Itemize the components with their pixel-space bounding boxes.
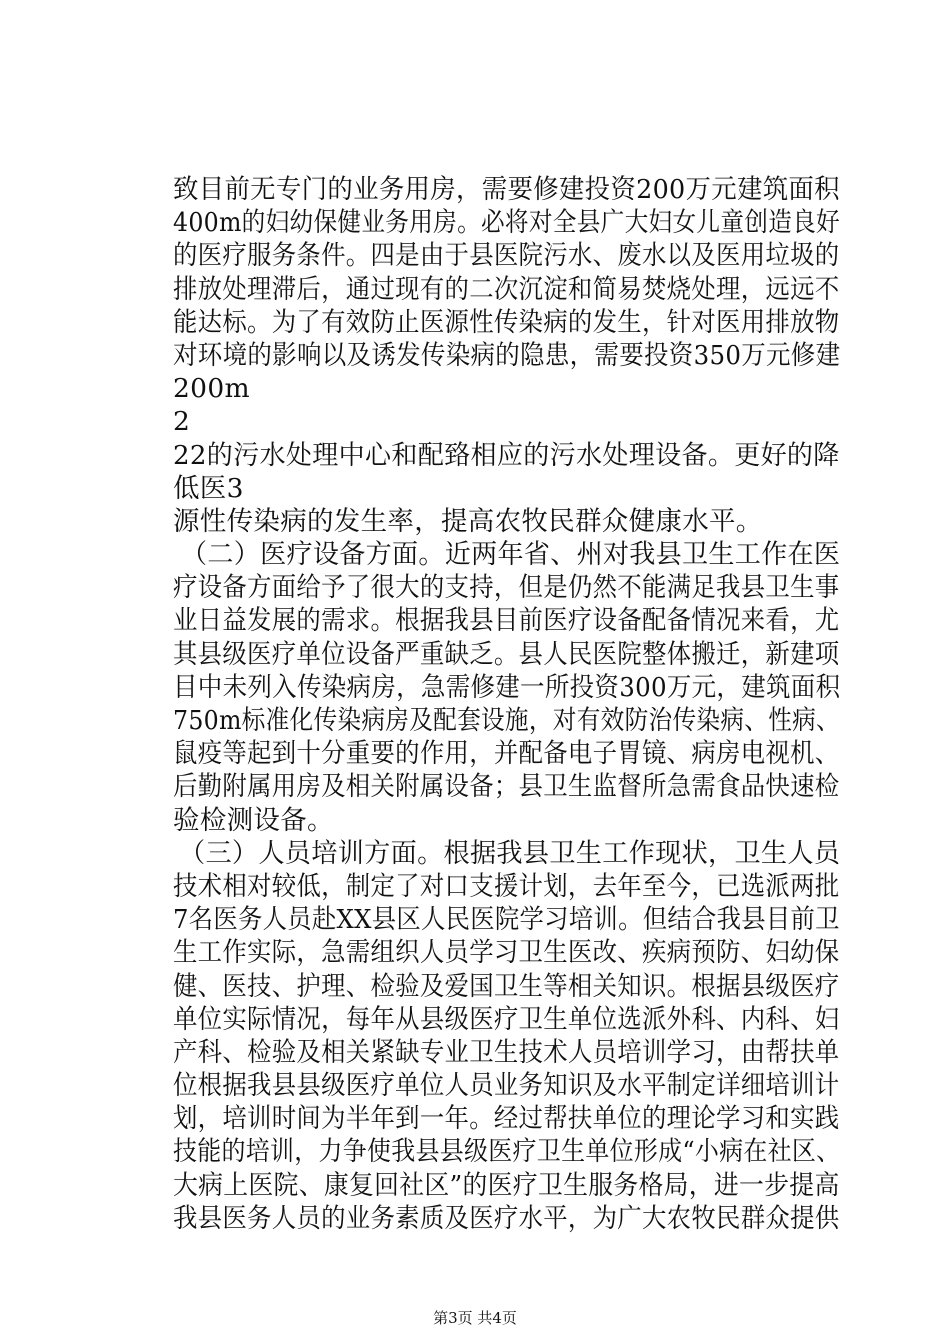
text-line: 大病上医院、康复回社区”的医疗卫生服务格局，进一步提高 (173, 1170, 840, 1201)
text-line: 能达标。为了有效防止医源性传染病的发生，针对医用排放物 (173, 307, 840, 338)
text-line: 鼠疫等起到十分重要的作用，并配备电子胃镜、病房电视机、 (173, 738, 840, 769)
text-line: 产科、检验及相关紧缺专业卫生技术人员培训学习，由帮扶单 (173, 1037, 840, 1068)
text-line: 400m的妇幼保健业务用房。必将对全县广大妇女儿童创造良好 (173, 207, 841, 238)
text-line: 其县级医疗单位设备严重缺乏。县人民医院整体搬迁，新建项 (173, 639, 840, 670)
text-line: 对环境的影响以及诱发传染病的隐患，需要投资350万元修建 (173, 340, 841, 371)
text-line: 22的污水处理中心和配臵相应的污水处理设备。更好的降 (173, 440, 840, 471)
text-line: 业日益发展的需求。根据我县目前医疗设备配备情况来看，尤 (173, 605, 840, 636)
page-number-footer: 第3页 共4页 (433, 1309, 517, 1327)
text-line: 的医疗服务条件。四是由于县医院污水、废水以及医用垃圾的 (173, 240, 840, 271)
text-line: 位根据我县县级医疗单位人员业务知识及水平制定详细培训计 (173, 1070, 840, 1101)
text-line: 2 (173, 406, 191, 437)
text-line: 7名医务人员赴XX县区人民医院学习培训。但结合我县目前卫 (173, 904, 840, 935)
text-line: 生工作实际，急需组织人员学习卫生医改、疾病预防、妇幼保 (173, 937, 840, 968)
text-line: 致目前无专门的业务用房，需要修建投资200万元建筑面积 (173, 174, 840, 205)
paragraph-heading-staff-training: （三）人员培训方面。根据我县卫生工作现状，卫生人员 (179, 838, 841, 869)
text-line: 验检测设备。 (173, 805, 334, 836)
text-line: 750m标准化传染病房及配套设施，对有效防治传染病、性病、 (173, 705, 841, 736)
text-line: 疗设备方面给予了很大的支持，但是仍然不能满足我县卫生事 (173, 572, 840, 603)
text-line: 源性传染病的发生率，提高农牧民群众健康水平。 (173, 506, 763, 537)
text-line: 我县医务人员的业务素质及医疗水平，为广大农牧民群众提供 (173, 1203, 840, 1234)
text-line: 排放处理滞后，通过现有的二次沉淀和简易焚烧处理，远远不 (173, 274, 840, 305)
text-line: 单位实际情况，每年从县级医疗卫生单位选派外科、内科、妇 (173, 1004, 840, 1035)
text-line: 技术相对较低，制定了对口支援计划，去年至今，已选派两批 (173, 871, 840, 902)
text-line: 技能的培训，力争使我县县级医疗卫生单位形成“小病在社区、 (173, 1136, 841, 1167)
paragraph-heading-medical-equipment: （二）医疗设备方面。近两年省、州对我县卫生工作在医 (181, 539, 841, 570)
text-line: 200m (173, 373, 250, 404)
text-line: 后勤附属用房及相关附属设备；县卫生监督所急需食品快速检 (173, 771, 840, 802)
text-line: 划，培训时间为半年到一年。经过帮扶单位的理论学习和实践 (173, 1103, 840, 1134)
text-line: 健、医技、护理、检验及爱国卫生等相关知识。根据县级医疗 (173, 971, 840, 1002)
text-line: 目中未列入传染病房，急需修建一所投资300万元，建筑面积 (173, 672, 841, 703)
text-line: 低医3 (173, 473, 244, 504)
